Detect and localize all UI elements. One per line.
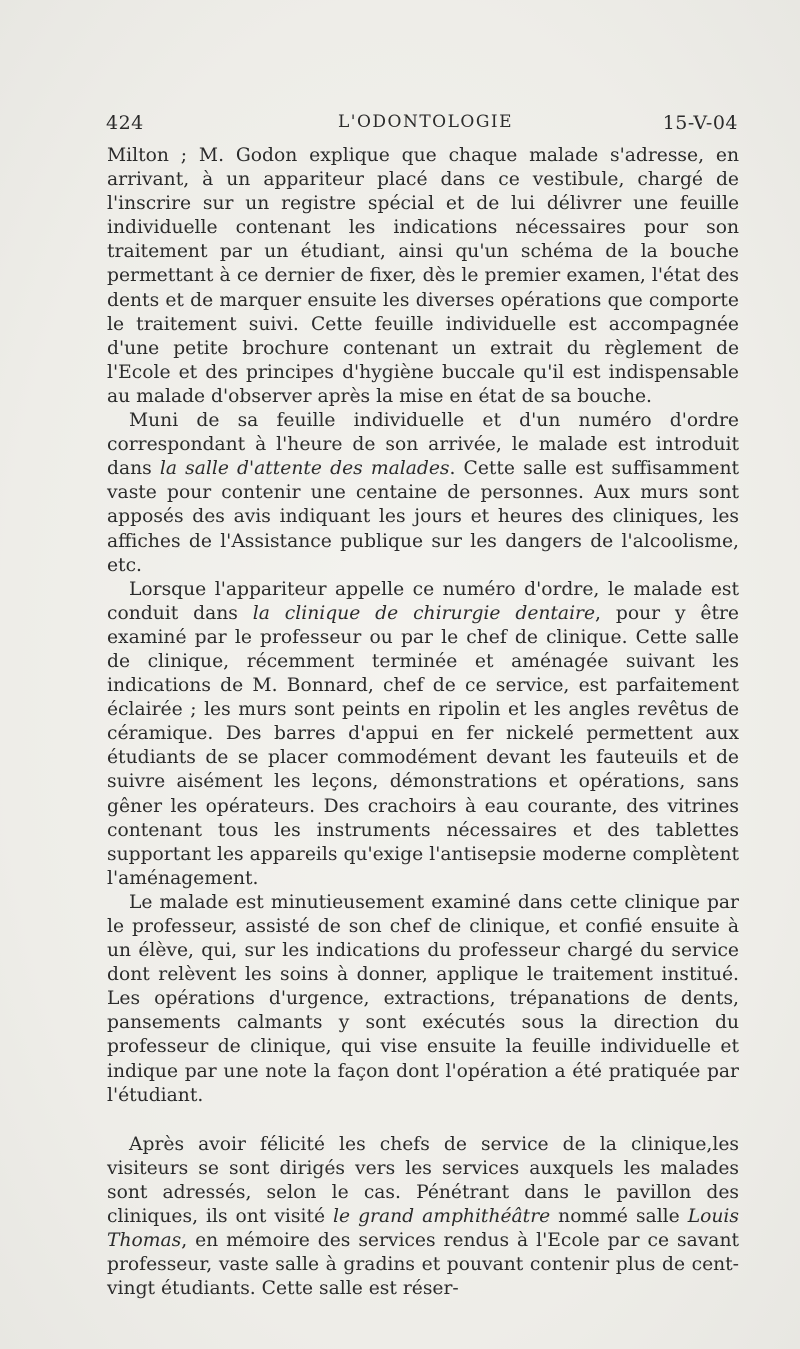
text-run: nommé salle [550, 1206, 688, 1228]
paragraph [107, 1133, 739, 1302]
text-run: . Cette salle est suffisamment vaste pour contenir une centaine de personnes. Aux murs sont apposés des avis indiquant les jours et heures des cliniques, les affiches de l'Assistance publique sur les dangers de l'alcoolisme, etc. [107, 458, 739, 576]
text-run: Muni de sa feuille individuelle et d'un numéro d'ordre correspondant à l'heure de son arrivée, le malade est introduit dans [107, 410, 739, 480]
text-run: , en mémoire des services rendus à l'Ecole par ce savant professeur, vaste salle à gradins et pouvant contenir plus de cent-vingt étudiants. Cette salle est réser- [107, 1230, 739, 1300]
text-run: Après avoir félicité les chefs de service de la clinique,les visiteurs se sont dirigés vers les services auxquels les malades sont adressés, selon le cas. Pénétrant dans le pavillon des cliniques, ils ont visité [107, 1133, 739, 1228]
paragraph [107, 578, 739, 891]
running-title: L'ODONTOLOGIE [338, 112, 514, 132]
text-run: Milton ; M. Godon explique que chaque malade s'adresse, en arrivant, à un appariteur placé dans ce vestibule, chargé de l'inscrire sur un registre spécial et de lui délivrer une feuille individuelle contenant les indications nécessaires pour son traitement par un étudiant, ainsi qu'un schéma de la bouche permettant à ce dernier de fixer, dès le premier examen, l'état des dents et de marquer ensuite les diverses opérations que comporte le traitement suivi. Cette feuille individuelle est accompagnée d'une petite brochure contenant un extrait du règlement de l'Ecole et des principes d'hygiène buccale qu'il est indispensable au malade d'observer après la mise en état de sa bouche. [107, 145, 739, 407]
paragraph [107, 409, 739, 578]
issue-date: 15-V-04 [662, 112, 738, 134]
text-run: Lorsque l'appariteur appelle ce numéro d'ordre, le malade est conduit dans [107, 578, 739, 624]
italic-text: la clinique de chirurgie dentaire [252, 602, 596, 624]
page-number: 424 [106, 112, 144, 134]
paragraph [107, 144, 739, 409]
page-header [106, 112, 738, 138]
italic-text: le grand amphithéâtre [333, 1206, 551, 1228]
text-run: , pour y être examiné par le professeur ou par le chef de clinique. Cette salle de clinique, récemment terminée et aménagée suivant les indications de M. Bonnard, chef de ce service, est parfaitement éclairée ; les murs sont peints en ripolin et les angles revêtus de céramique. Des barres d'appui en fer nickelé permettent aux étudiants de se placer commodément devant les fauteuils et de suivre aisément les leçons, démonstrations et opérations, sans gêner les opérateurs. Des crachoirs à eau courante, des vitrines contenant tous les instruments nécessaires et des tablettes supportant les appareils qu'exige l'antisepsie moderne complètent l'aménagement. [107, 602, 739, 889]
paragraph [107, 891, 739, 1108]
italic-text: Louis Thomas [107, 1206, 739, 1252]
italic-text: la salle d'attente des malades [159, 458, 450, 480]
text-run: Le malade est minutieusement examiné dans cette clinique par le professeur, assisté de son chef de clinique, et confié ensuite à un élève, qui, sur les indications du professeur chargé du service dont relèvent les soins à donner, applique le traitement institué. Les opérations d'urgence, extractions, trépanations de dents, pansements calmants y sont exécutés sous la direction du professeur de clinique, qui vise ensuite la feuille individuelle et indique par une note la façon dont l'opération a été pratiquée par l'étudiant. [107, 891, 739, 1106]
body-text [107, 144, 739, 1301]
